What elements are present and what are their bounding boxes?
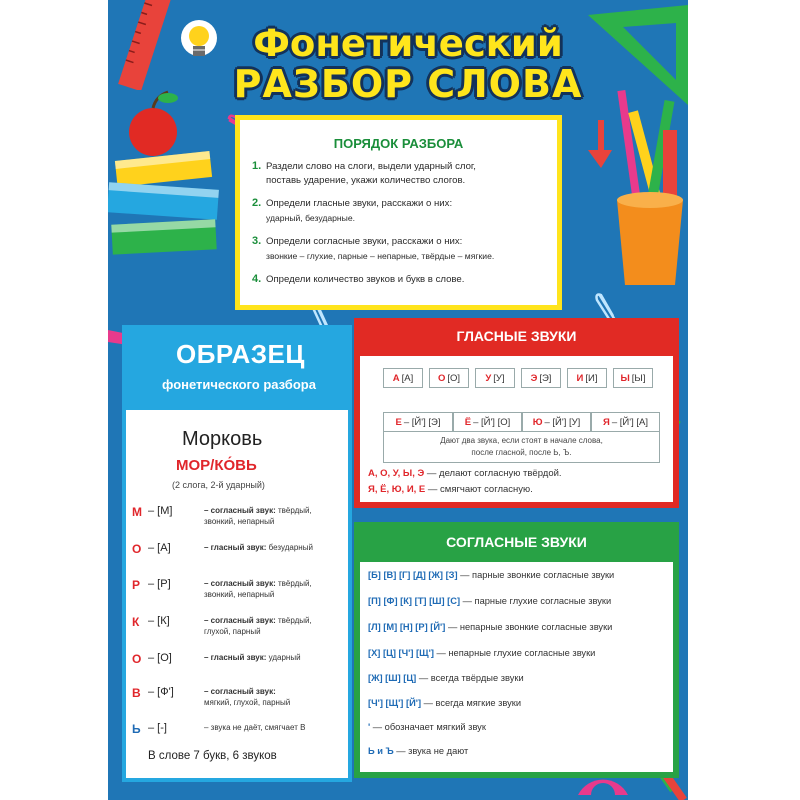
consonant-row: [П] [Ф] [К] [Т] [Ш] [С] — парные глухие согласные звуки (368, 596, 612, 606)
sound-bracket: – [Р] (148, 578, 171, 590)
vowel-cell: Ы [Ы] (613, 368, 653, 388)
order-step (252, 273, 552, 287)
sample-body (122, 410, 352, 782)
step-text: Определи количество звуков и букв в слове. (266, 274, 465, 285)
vowels-panel (354, 318, 679, 508)
order-step (252, 235, 552, 264)
sound-bracket: – [-] (148, 722, 167, 734)
sound-letter: М (132, 505, 142, 519)
sound-bracket: – [О] (148, 652, 172, 664)
sound-letter: Ь (132, 722, 141, 736)
vowel-cell: А [А] (383, 368, 423, 388)
sound-row (132, 578, 346, 600)
sound-desc: – согласный звук: мягкий, глухой, парный (204, 687, 291, 707)
sound-row (132, 615, 346, 637)
arrow-down-icon (584, 120, 614, 170)
vowels-row1 (383, 368, 653, 388)
sample-title: ОБРАЗЕЦ (176, 339, 305, 369)
page-title-line1: Фонетический (253, 22, 563, 65)
sound-row (132, 722, 346, 736)
vowels-rule-hard: А, О, У, Ы, Э — делают согласную твёрдой. (368, 468, 562, 479)
sound-letter: В (132, 686, 141, 700)
sound-bracket: – [М] (148, 505, 173, 517)
vowel-cell: Ю – [Й'] [У] (522, 412, 591, 432)
vowel-cell: О [О] (429, 368, 469, 388)
sound-bracket: – [А] (148, 542, 171, 554)
step-text: Раздели слово на слоги, выдели ударный слог, поставь ударение, укажи количество слогов. (266, 161, 476, 186)
sound-letter: О (132, 542, 142, 556)
vowels-note: Дают два звука, если стоят в начале слова, после гласной, после Ь, Ъ. (383, 432, 660, 463)
vowel-cell: Я – [Й'] [А] (591, 412, 660, 432)
vowel-cell: Е – [Й'] [Э] (383, 412, 453, 432)
order-step (252, 160, 552, 188)
order-panel (235, 115, 562, 310)
page-title-line2: РАЗБОР СЛОВА (233, 62, 583, 106)
step-number: 4. (252, 273, 262, 285)
sample-subtitle: фонетического разбора (162, 377, 316, 392)
vowel-cell: И [И] (567, 368, 607, 388)
sound-letter: Р (132, 578, 141, 592)
order-heading: ПОРЯДОК РАЗБОРА (333, 136, 464, 151)
sound-bracket: – [К] (148, 615, 170, 627)
sound-bracket: – [Ф'] (148, 686, 174, 698)
vowel-cell: У [У] (475, 368, 515, 388)
sound-desc: – согласный звук: твёрдый, звонкий, непарный (204, 579, 312, 599)
consonants-content (360, 562, 673, 772)
vowel-cell: Э [Э] (521, 368, 561, 388)
sound-desc: – гласный звук: ударный (204, 653, 301, 662)
sound-desc: – согласный звук: твёрдый, звонкий, непарный (204, 506, 312, 526)
consonant-row: [Б] [В] [Г] [Д] [Ж] [З] — парные звонкие согласные звуки (368, 570, 615, 580)
step-text: Определи гласные звуки, расскажи о них: ударный, безударные. (266, 198, 453, 223)
sample-word: Морковь (182, 428, 263, 450)
poster (108, 0, 688, 800)
pencil-cup-icon (613, 90, 688, 290)
sound-row (132, 542, 346, 556)
vowels-content (360, 356, 673, 502)
consonants-panel (354, 522, 679, 778)
sound-desc: – согласный звук: твёрдый, глухой, парный (204, 616, 312, 636)
sound-row (132, 505, 346, 527)
step-text: Определи согласные звуки, расскажи о них: звонкие – глухие, парные – непарные, твёрдые – мягкие. (266, 236, 495, 261)
sound-desc: – звука не даёт, смягчает В (204, 723, 306, 732)
sound-desc: – гласный звук: безударный (204, 543, 313, 552)
sample-note: (2 слога, 2-й ударный) (172, 480, 265, 490)
vowels-row2 (383, 412, 660, 432)
consonant-row: ' — обозначает мягкий звук (368, 722, 486, 732)
consonant-row: [Л] [М] [Н] [Р] [Й'] — непарные звонкие согласные звуки (368, 622, 613, 632)
vowels-rule-soft: Я, Ё, Ю, И, Е — смягчают согласную. (368, 484, 533, 495)
consonant-row: Ь и Ъ — звука не дают (368, 746, 469, 756)
step-number: 3. (252, 235, 262, 247)
order-list (252, 160, 552, 296)
books-icon (108, 90, 223, 280)
sound-letter: О (132, 652, 142, 666)
sound-letter: К (132, 615, 140, 629)
sample-syllables: МОР/КО́ВЬ (176, 457, 257, 474)
consonants-heading: СОГЛАСНЫЕ ЗВУКИ (446, 534, 587, 550)
sound-row (132, 652, 346, 666)
vowels-heading: ГЛАСНЫЕ ЗВУКИ (456, 328, 577, 344)
sound-row (132, 686, 346, 708)
consonant-row: [Ч'] [Щ'] [Й'] — всегда мягкие звуки (368, 698, 522, 708)
consonant-row: [Ж] [Ш] [Ц] — всегда твёрдые звуки (368, 673, 524, 683)
vowel-cell: Ё – [Й'] [О] (453, 412, 522, 432)
sample-summary: В слове 7 букв, 6 звуков (148, 750, 277, 762)
consonant-row: [Х] [Ц] [Ч'] [Щ'] — непарные глухие согласные звуки (368, 648, 596, 658)
step-number: 2. (252, 197, 262, 209)
order-step (252, 197, 552, 226)
sample-header (122, 325, 352, 410)
step-number: 1. (252, 160, 262, 172)
